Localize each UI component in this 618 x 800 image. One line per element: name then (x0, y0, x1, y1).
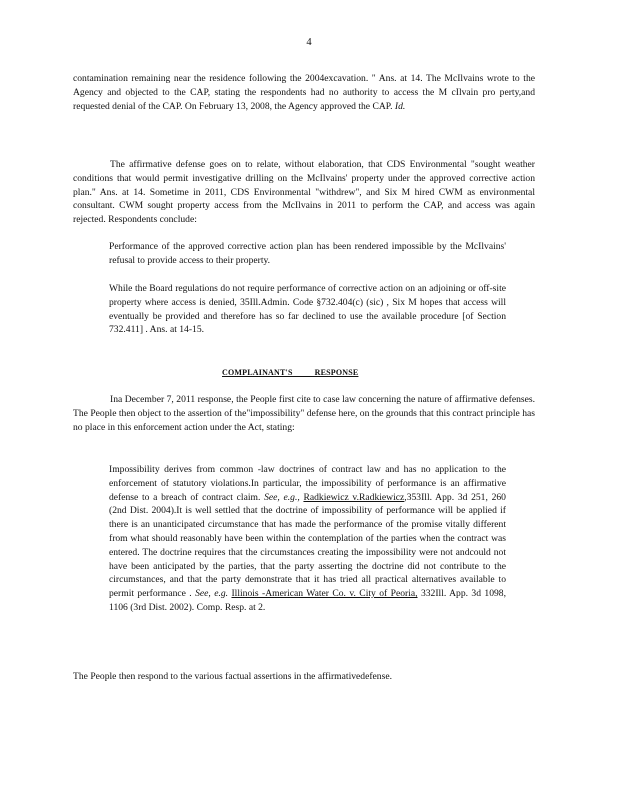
paragraph-continuation (73, 72, 535, 113)
quote-text-c: 332Ill. App. 3d 1098, 1106 (3rd Dist. 2002). Comp. Resp. at 2. (109, 588, 507, 613)
see-signal-2: See, e.g. (195, 588, 229, 600)
page-number: 4 (306, 37, 312, 48)
block-quote-performance: Performance of the approved corrective action plan has been rendered impossible by the McIlvains' refusal to provide access to their property. (109, 241, 506, 266)
block-quote-board-regulations: While the Board regulations do not require performance of corrective action on an adjoining or off-site property where access is denied, 35Ill.Admin. Code §732.404(c) (sic) , Six M hopes that access will eventually be provided and therefore has so far declined to use the available procedure [of Section 732.411] . Ans. at 14-15. (109, 283, 506, 336)
quote-text-b: ,353Ill. App. 3d 251, 260 (2nd Dist. 2004).It is well settled that the doctrine of impossibility of performance will be applied if there is an unanticipated circumstance that has made the performance of the promise vitally different from what should reasonably have been within the contemplation of the parties when the contract was entered. The doctrine requires that the circumstances creating the impossibility were not andcould not have been anticipated by the parties, that the party asserting the doctrine did not contribute to the circumstances, and that the party demonstrate that it has tried all practical alternatives available to permit performance . (109, 491, 506, 600)
paragraph-affirmative-defense: The affirmative defense goes on to relate, without elaboration, that CDS Environmental "sought weather conditions that would permit investigative drilling on the McIlvains' property under the approved corrective action plan." Ans. at 14. Sometime in 2011, CDS Environmental "withdrew", and Six M hired CWM as environmental consultant. CWM sought property access from the McIlvains in 2011 to perform the CAP, and access was again rejected. Respondents conclude: (73, 159, 535, 226)
paragraph-factual-assertions: The People then respond to the various factual assertions in the affirmativedefense. (73, 671, 392, 682)
quote-text-a: Impossibility derives from common -law doctrines of contract law and has no application to the enforcement of statutory violations.In particular, the impossibility of performance is an affirmative defense to a breach of contract claim. (109, 464, 506, 503)
block-quote-impossibility (109, 463, 506, 615)
case-name-radkiewicz: Radkiewicz v.Radkiewicz (303, 491, 405, 503)
section-heading: COMPLAINANT'S RESPONSE (222, 368, 359, 377)
paragraph-complainant-response: Ina December 7, 2011 response, the People first cite to case law concerning the nature of affirmative defenses. The People then object to the assertion of the"impossibility" defense here, on the grounds that this contract principle has no place in this enforcement action under the Act, stating: (73, 394, 535, 433)
paragraph-continuation-text: contamination remaining near the residence following the 2004excavation. " Ans. at 14. The McIlvains wrote to the Agency and objected to the CAP, stating the respondents had no authority to access the M cIlvain pro perty,and requested denial of the CAP. On February 13, 2008, the Agency approved the CAP. (73, 73, 535, 112)
see-signal-1: See, e.g., (264, 491, 300, 503)
case-name-illinois-american-water: Illinois -American Water Co. v. City of Peoria, (231, 588, 418, 600)
id-citation: Id. (394, 100, 406, 112)
